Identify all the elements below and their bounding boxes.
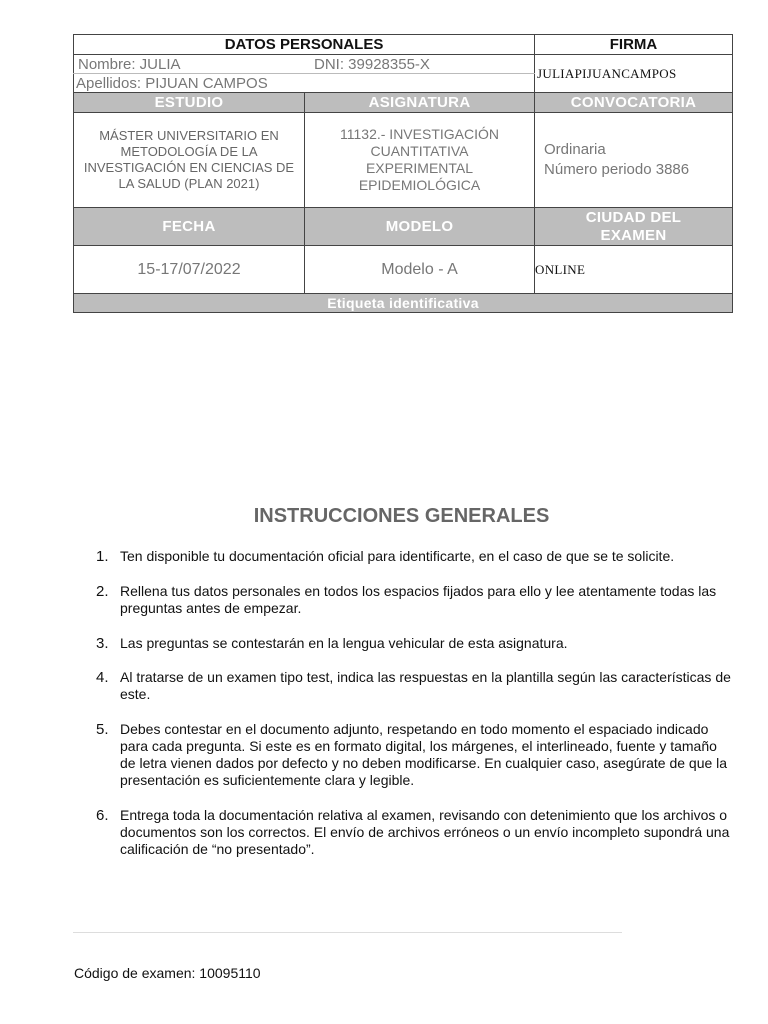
instruction-number: 1.: [96, 548, 109, 565]
modelo-header: MODELO: [305, 208, 535, 246]
instruction-number: 6.: [96, 807, 109, 824]
modelo-value: Modelo - A: [305, 246, 535, 294]
instruction-item: [96, 635, 736, 652]
footer-divider: [73, 932, 622, 933]
instruction-text: Las preguntas se contestarán en la lengua vehicular de esta asignatura.: [120, 635, 568, 651]
ciudad-header: CIUDAD DEL EXAMEN: [535, 208, 733, 246]
instruction-text: Debes contestar en el documento adjunto, respetando en todo momento el espaciado indicado para cada pregunta. Si este es en formato digital, los márgenes, el interlineado, fuente y tamaño de letra vienen dados por defecto y no deben modificarse. En cualquier caso, asegúrate de que la presentación es suficientemente clara y legible.: [120, 721, 728, 788]
instruction-item: [96, 807, 736, 858]
instruction-item: [96, 548, 736, 565]
instruction-number: 5.: [96, 721, 109, 738]
instruction-text: Ten disponible tu documentación oficial para identificarte, en el caso de que se te solicite.: [120, 548, 675, 564]
etiqueta-identificativa: Etiqueta identificativa: [74, 294, 733, 313]
ciudad-value: ONLINE: [535, 246, 733, 294]
fecha-header: FECHA: [74, 208, 305, 246]
estudio-value: MÁSTER UNIVERSITARIO EN METODOLOGÍA DE LA INVESTIGACIÓN EN CIENCIAS DE LA SALUD (PLAN 2021): [74, 113, 305, 208]
instructions-title: INSTRUCCIONES GENERALES: [253, 505, 550, 527]
estudio-header: ESTUDIO: [74, 93, 305, 113]
firma-value: JULIAPIJUANCAMPOS: [535, 55, 733, 93]
instruction-number: 4.: [96, 669, 109, 686]
instruction-text: Rellena tus datos personales en todos los espacios fijados para ello y lee atentamente todas las preguntas antes de empezar.: [120, 583, 717, 616]
exam-header-table: [73, 34, 733, 313]
instruction-item: [96, 721, 736, 789]
dni-field: DNI: 39928355-X: [314, 55, 430, 73]
convocatoria-type: Ordinaria: [544, 141, 606, 158]
nombre-row: [74, 55, 535, 74]
instruction-number: 2.: [96, 583, 109, 600]
instruction-item: [96, 669, 736, 703]
instruction-item: [96, 583, 736, 617]
apellidos-field: Apellidos: PIJUAN CAMPOS: [74, 74, 535, 93]
instruction-text: Entrega toda la documentación relativa al examen, revisando con detenimiento que los archivos o documentos son los correctos. El envío de archivos erróneos o un envío incompleto supondrá una calificación de “no presentado”.: [120, 807, 730, 857]
convocatoria-value: [535, 113, 733, 208]
instruction-number: 3.: [96, 635, 109, 652]
datos-personales-header: DATOS PERSONALES: [74, 35, 535, 55]
nombre-field: Nombre: JULIA: [78, 55, 181, 73]
convocatoria-header: CONVOCATORIA: [535, 93, 733, 113]
asignatura-header: ASIGNATURA: [305, 93, 535, 113]
convocatoria-periodo: Número periodo 3886: [544, 161, 690, 178]
instructions-list: [96, 548, 736, 875]
firma-header: FIRMA: [535, 35, 733, 55]
instruction-text: Al tratarse de un examen tipo test, indica las respuestas en la plantilla según las características de este.: [120, 669, 731, 702]
exam-code: Código de examen: 10095110: [74, 965, 261, 981]
asignatura-value: 11132.- INVESTIGACIÓN CUANTITATIVA EXPERIMENTAL EPIDEMIOLÓGICA: [305, 113, 535, 208]
fecha-value: 15-17/07/2022: [74, 246, 305, 294]
